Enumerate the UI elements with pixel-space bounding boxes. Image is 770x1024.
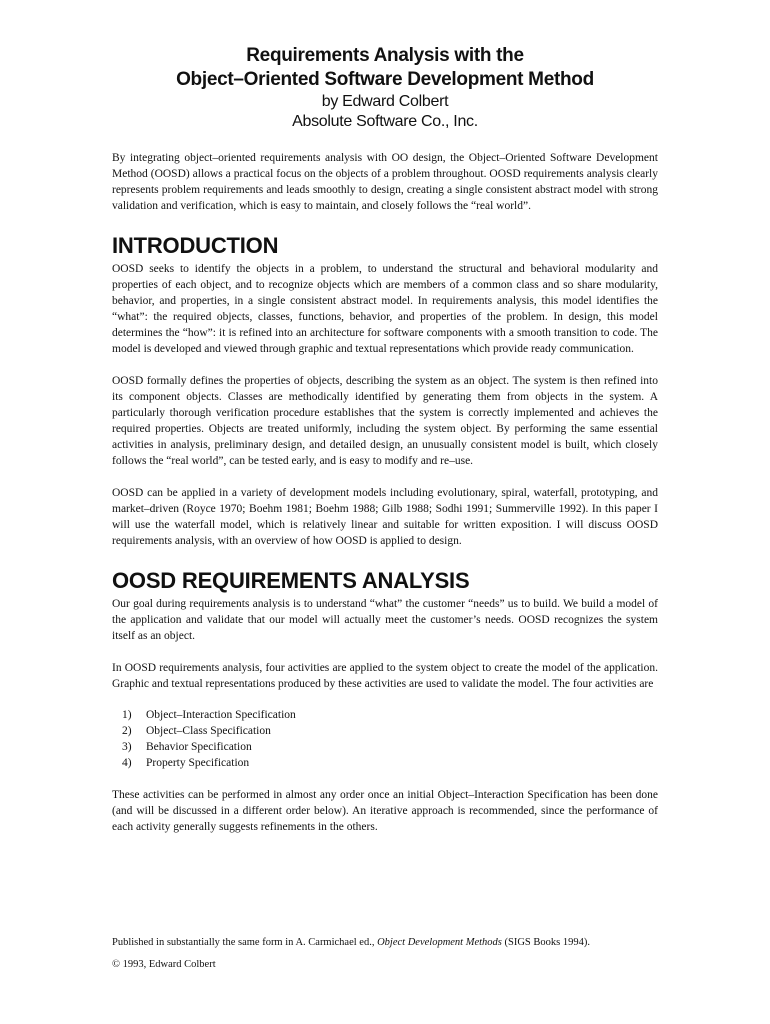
paper-title-line-1: Requirements Analysis with the — [246, 45, 524, 66]
analysis-paragraph-3: These activities can be performed in almost any order once an initial Object–Interaction Specification has been done (and will be discussed in a different order below). An iterative approach is recommended, since the performance of each activity generally suggests refinements in the others. — [112, 789, 658, 833]
publication-note: Published in substantially the same form in A. Carmichael ed., Object Development Methods (SIGS Books 1994). — [112, 937, 590, 948]
copyright-notice: © 1993, Edward Colbert — [112, 959, 216, 970]
paper-page — [112, 44, 658, 835]
title-block — [112, 44, 658, 132]
section-heading-requirements-analysis: OOSD REQUIREMENTS ANALYSIS — [112, 568, 470, 593]
footer — [112, 935, 658, 979]
analysis-paragraph-1: Our goal during requirements analysis is to understand “what” the customer “needs” us to build. We build a model of the application and validate that our model will actually meet the customer’s needs. OOSD recognizes the system itself as an object. — [112, 598, 658, 642]
analysis-paragraph-2: In OOSD requirements analysis, four activities are applied to the system object to create the model of the application. Graphic and textual representations produced by these activities are used to validate the model. The four activities are — [112, 662, 658, 690]
intro-paragraph-3: OOSD can be applied in a variety of development models including evolutionary, spiral, waterfall, prototyping, and market–driven (Royce 1970; Boehm 1981; Boehm 1988; Gilb 1988; Sodhi 1991; Summerville 1992). In this paper I will use the waterfall model, which is relatively linear and suitable for written exposition. I will discuss OOSD requirements analysis, with an overview of how OOSD is applied to design. — [112, 487, 658, 547]
list-item: 3) Behavior Specification — [122, 741, 252, 753]
activities-list — [122, 707, 658, 771]
list-item: 4) Property Specification — [122, 757, 250, 769]
author: by Edward Colbert — [321, 93, 449, 110]
intro-paragraph-2: OOSD formally defines the properties of objects, describing the system as an object. The system is then refined into its component objects. Classes are methodically identified by generating them from objects in the system. A particularly thorough verification procedure establishes that the system is correctly implemented and achieves the required properties. Objects are treated uniformly, including the system object. By performing the same essential activities in analysis, preliminary design, and detailed design, an unusually consistent model is built, which closely follows the “real world”, can be tested early, and is easy to modify and re–use. — [112, 375, 658, 467]
intro-paragraph-1: OOSD seeks to identify the objects in a problem, to understand the structural and behavioral modularity and properties of each object, and to recognize objects which are members of a common class and so share modularity, behavior, and properties, in a single consistent abstract model. In requirements analysis, this model identifies the “what”: the required objects, classes, functions, behavior, and properties of the problem. In design, this model determines the “how”: it is refined into an architecture for software components with a smooth transition to code. The model is developed and viewed through graphic and textual representations which provide ready communication. — [112, 263, 658, 355]
abstract: By integrating object–oriented requirements analysis with OO design, the Object–Oriented Software Development Method (OOSD) allows a practical focus on the objects of a problem throughout. OOSD requirements analysis clearly represents problem requirements and leads smoothly to design, creating a single consistent abstract model with strong validation and verification, which is easy to maintain, and closely follows the “real world”. — [112, 152, 658, 212]
list-item: 1) Object–Interaction Specification — [122, 709, 296, 721]
list-item: 2) Object–Class Specification — [122, 725, 271, 737]
affiliation: Absolute Software Co., Inc. — [292, 113, 478, 130]
paper-title-line-2: Object–Oriented Software Development Method — [176, 69, 594, 90]
section-heading-introduction: INTRODUCTION — [112, 233, 279, 258]
